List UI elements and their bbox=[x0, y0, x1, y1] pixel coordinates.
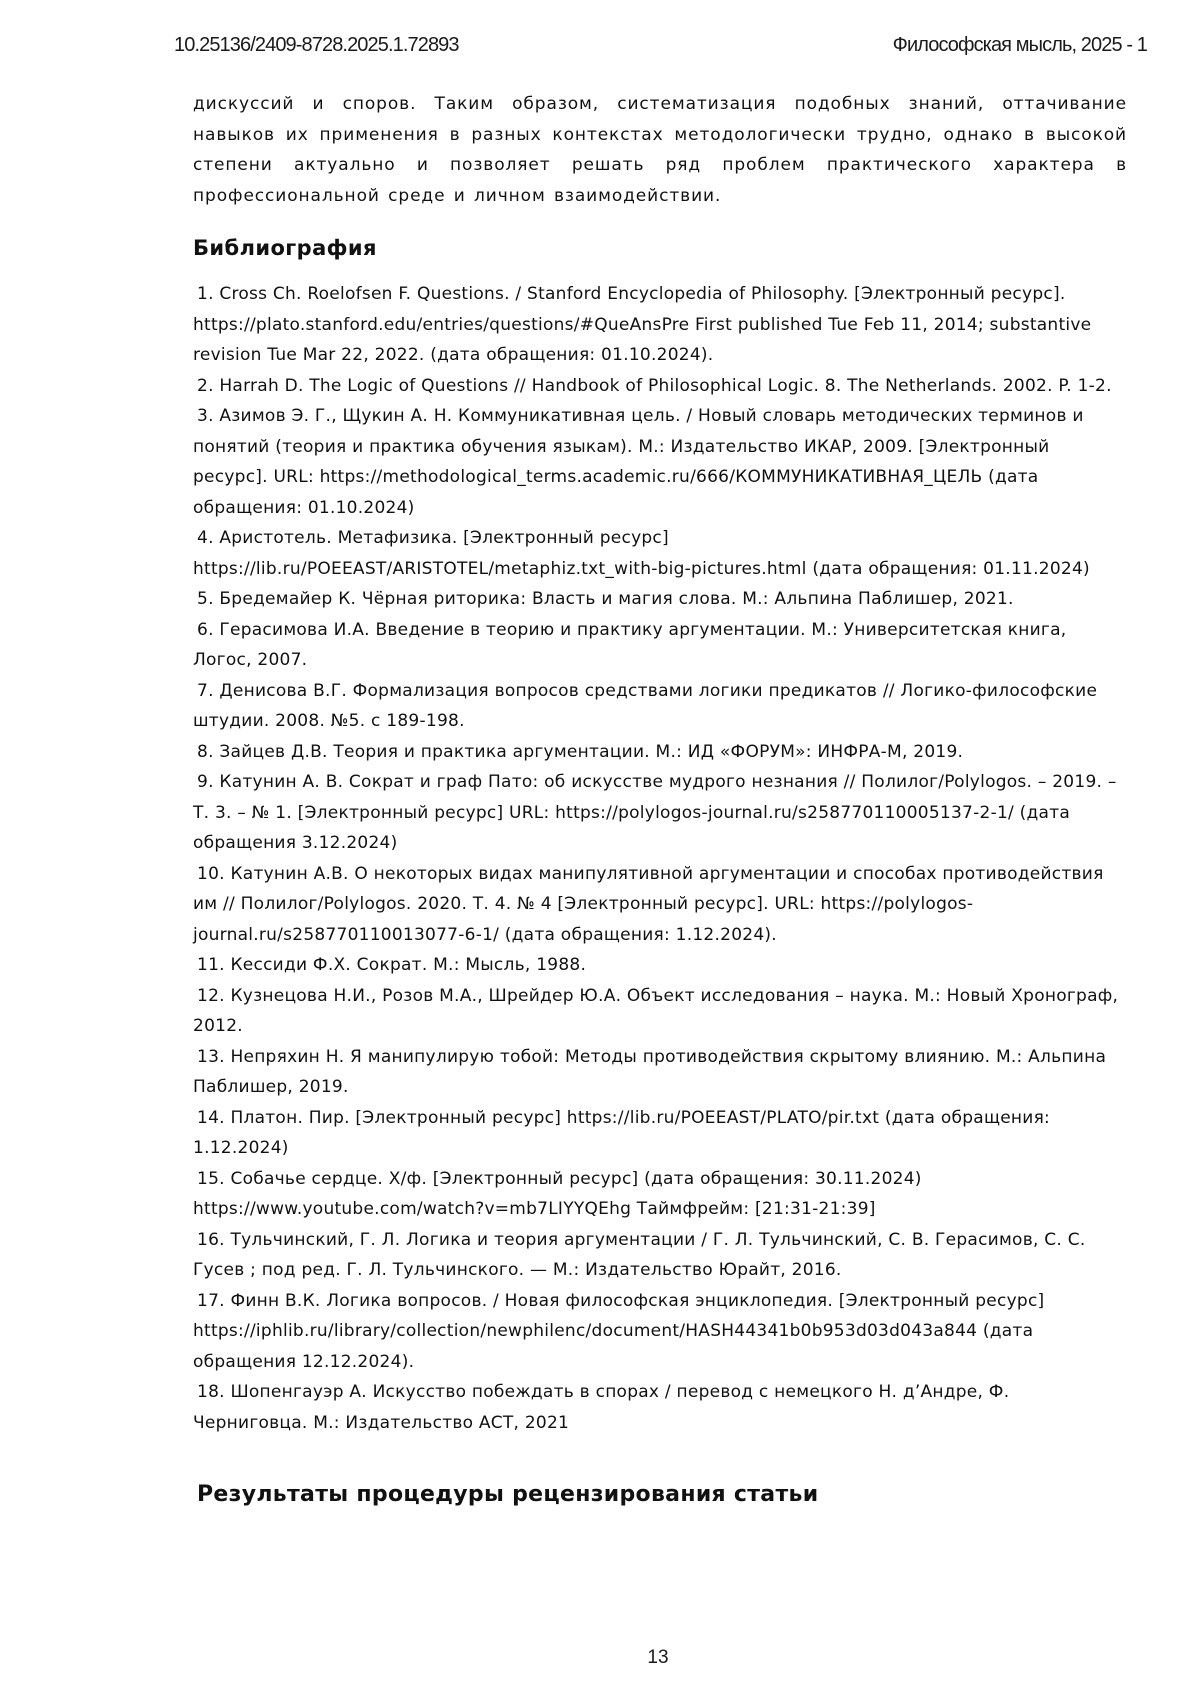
review-results-heading: Результаты процедуры рецензирования статьи bbox=[197, 1480, 1127, 1510]
bibliography-entry-text: Кузнецова Н.И., Розов М.А., Шрейдер Ю.А. Объект исследования – наука. М.: Новый Хронограф, 2012. bbox=[193, 986, 1118, 1037]
bibliography-heading: Библиография bbox=[193, 233, 1127, 263]
bibliography-entry-number: 17. bbox=[193, 1291, 225, 1311]
bibliography-entry-number: 15. bbox=[193, 1169, 225, 1189]
bibliography-entry-text: Аристотель. Метафизика. [Электронный ресурс] https://lib.ru/POEEAST/ARISTOTEL/metaphiz.txt_with-big-pictures.html (дата обращения: 01.11.2024) bbox=[193, 528, 1090, 579]
bibliography-entry-number: 5. bbox=[193, 589, 214, 609]
bibliography-entry-number: 7. bbox=[193, 681, 214, 701]
bibliography-entry bbox=[193, 584, 1127, 615]
bibliography-entry bbox=[193, 737, 1127, 768]
bibliography-entry-number: 10. bbox=[193, 864, 225, 884]
bibliography-entry bbox=[193, 615, 1127, 676]
bibliography-entry bbox=[193, 279, 1127, 371]
bibliography-entry-text: Бредемайер К. Чёрная риторика: Власть и магия слова. М.: Альпина Паблишер, 2021. bbox=[219, 589, 1013, 609]
bibliography-entry bbox=[193, 523, 1127, 584]
bibliography-entry-text: Cross Ch. Roelofsen F. Questions. / Stanford Encyclopedia of Philosophy. [Электронный ресурс]. https://plato.stanford.edu/entries/questions/#QueAnsPre First published Tue Feb 11, 2014; substantive revision Tue Mar 22, 2022. (дата обращения: 01.10.2024). bbox=[193, 284, 1091, 365]
bibliography-entry-text: Зайцев Д.В. Теория и практика аргументации. М.: ИД «ФОРУМ»: ИНФРА-М, 2019. bbox=[219, 742, 963, 762]
bibliography-entry-number: 1. bbox=[193, 284, 214, 304]
bibliography-entry bbox=[193, 1377, 1127, 1438]
page-number: 13 bbox=[0, 1647, 1200, 1669]
bibliography-list bbox=[193, 279, 1127, 1438]
bibliography-entry-number: 6. bbox=[193, 620, 214, 640]
bibliography-entry-number: 11. bbox=[193, 955, 225, 975]
bibliography-entry-number: 3. bbox=[193, 406, 214, 426]
bibliography-entry-text: Герасимова И.А. Введение в теорию и практику аргументации. М.: Университетская книга, Логос, 2007. bbox=[193, 620, 1066, 671]
bibliography-entry bbox=[193, 1164, 1127, 1225]
bibliography-entry-number: 4. bbox=[193, 528, 214, 548]
bibliography-entry-number: 13. bbox=[193, 1047, 225, 1067]
bibliography-entry bbox=[193, 1042, 1127, 1103]
bibliography-entry bbox=[193, 859, 1127, 951]
bibliography-entry-number: 14. bbox=[193, 1108, 225, 1128]
bibliography-entry bbox=[193, 371, 1127, 402]
bibliography-entry-number: 16. bbox=[193, 1230, 225, 1250]
bibliography-entry bbox=[193, 767, 1127, 859]
bibliography-entry-text: Катунин А.В. О некоторых видах манипулятивной аргументации и способах противодействия им // Полилог/Polylogos. 2020. Т. 4. № 4 [Электронный ресурс]. URL: https://polylogos-journal.ru/s258770110013077-6-1/ (дата обращения: 1.12.2024). bbox=[193, 864, 1104, 945]
bibliography-entry bbox=[193, 1225, 1127, 1286]
bibliography-entry-text: Собачье сердце. Х/ф. [Электронный ресурс] (дата обращения: 30.11.2024) https://www.youtube.com/watch?v=mb7LIYYQEhg Таймфрейм: [21:31-21:39] bbox=[193, 1169, 922, 1220]
bibliography-entry-number: 8. bbox=[193, 742, 214, 762]
bibliography-entry-number: 12. bbox=[193, 986, 225, 1006]
doi-header: 10.25136/2409-8728.2025.1.72893 bbox=[174, 34, 459, 57]
page-content bbox=[193, 89, 1127, 1510]
journal-header: Философская мысль, 2025 - 1 bbox=[893, 34, 1147, 57]
bibliography-entry bbox=[193, 676, 1127, 737]
bibliography-entry-text: Азимов Э. Г., Щукин А. Н. Коммуникативная цель. / Новый словарь методических терминов и понятий (теория и практика обучения языкам). М.: Издательство ИКАР, 2009. [Электронный ресурс]. URL: https://methodological_terms.academic.ru/666/КОММУНИКАТИВНАЯ_ЦЕЛЬ (дата обращения: 01.10.2024) bbox=[193, 406, 1084, 518]
bibliography-entry-text: Шопенгауэр А. Искусство побеждать в спорах / перевод с немецкого Н. д’Андре, Ф. Черниговца. М.: Издательство АСТ, 2021 bbox=[193, 1382, 1009, 1433]
bibliography-entry-text: Платон. Пир. [Электронный ресурс] https://lib.ru/POEEAST/PLATO/pir.txt (дата обращения: 1.12.2024) bbox=[193, 1108, 1050, 1159]
bibliography-entry-text: Кессиди Ф.Х. Сократ. М.: Мысль, 1988. bbox=[230, 955, 586, 975]
bibliography-entry-number: 9. bbox=[193, 772, 214, 792]
intro-paragraph: дискуссий и споров. Таким образом, систематизация подобных знаний, оттачивание навыков их применения в разных контекстах методологически трудно, однако в высокой степени актуально и позволяет решать ряд проблем практического характера в профессиональной среде и личном взаимодействии. bbox=[193, 89, 1127, 211]
bibliography-entry bbox=[193, 401, 1127, 523]
bibliography-entry-number: 2. bbox=[193, 376, 214, 396]
bibliography-entry bbox=[193, 1286, 1127, 1378]
bibliography-entry-number: 18. bbox=[193, 1382, 225, 1402]
bibliography-entry-text: Непряхин Н. Я манипулирую тобой: Методы противодействия скрытому влиянию. М.: Альпина Паблишер, 2019. bbox=[193, 1047, 1106, 1098]
bibliography-entry bbox=[193, 981, 1127, 1042]
bibliography-entry-text: Тульчинский, Г. Л. Логика и теория аргументации / Г. Л. Тульчинский, С. В. Герасимов, С. С. Гусев ; под ред. Г. Л. Тульчинского. — М.: Издательство Юрайт, 2016. bbox=[193, 1230, 1086, 1281]
bibliography-entry bbox=[193, 1103, 1127, 1164]
bibliography-entry-text: Harrah D. The Logic of Questions // Handbook of Philosophical Logic. 8. The Netherlands. 2002. P. 1-2. bbox=[219, 376, 1111, 396]
bibliography-entry-text: Катунин А. В. Сократ и граф Пато: об искусстве мудрого незнания // Полилог/Polylogos. – 2019. – Т. 3. – № 1. [Электронный ресурс] URL: https://polylogos-journal.ru/s258770110005137-2-1/ (дата обращения 3.12.2024) bbox=[193, 772, 1117, 853]
bibliography-entry-text: Финн В.К. Логика вопросов. / Новая философская энциклопедия. [Электронный ресурс] https://iphlib.ru/library/collection/newphilenc/document/HASH44341b0b953d03d043a844 (дата обращения 12.12.2024). bbox=[193, 1291, 1044, 1372]
bibliography-entry-text: Денисова В.Г. Формализация вопросов средствами логики предикатов // Логико-философские штудии. 2008. №5. с 189-198. bbox=[193, 681, 1097, 732]
bibliography-entry bbox=[193, 950, 1127, 981]
